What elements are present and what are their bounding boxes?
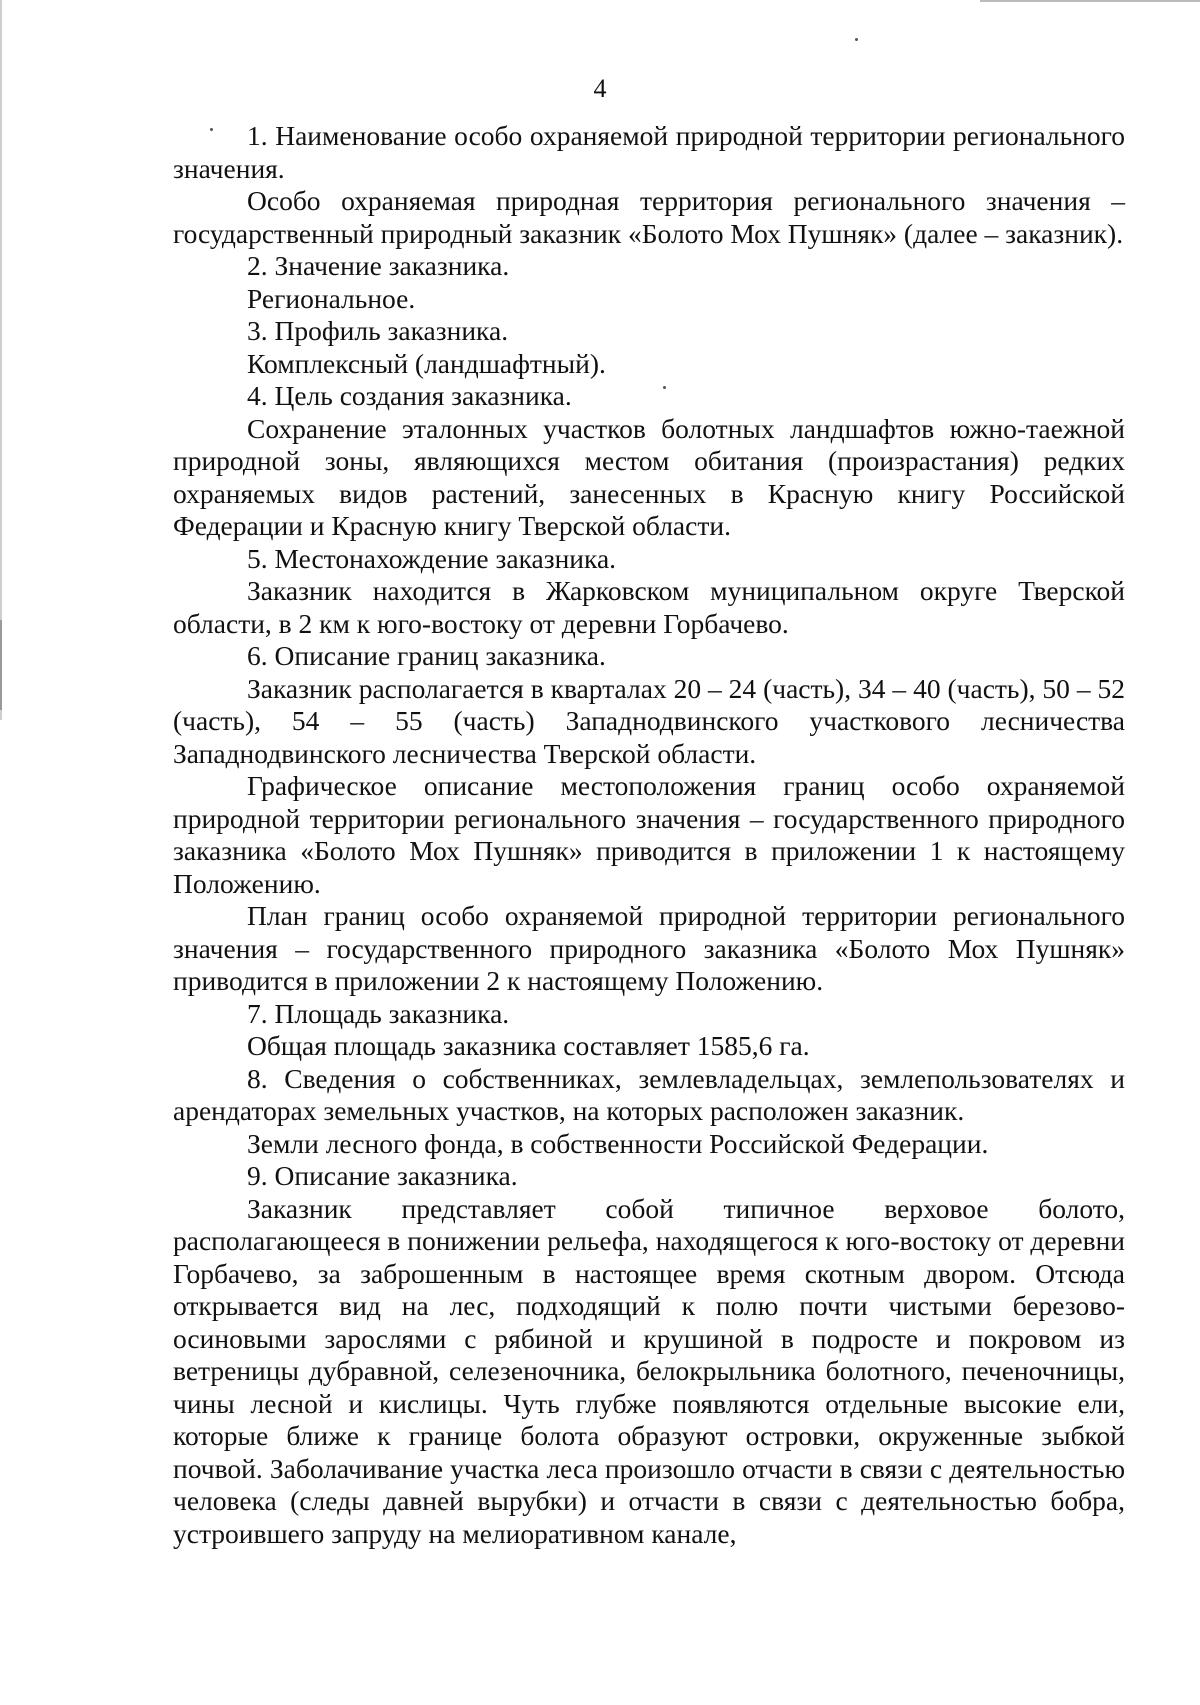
section-heading: 3. Профиль заказника. xyxy=(247,315,509,346)
section-heading: 4. Цель создания заказника. xyxy=(247,380,572,411)
paragraph: Особо охраняемая природная территория регионального значения – государственный природный заказник «Болото Мох Пушняк» (далее – заказник). xyxy=(173,185,1125,249)
paragraph: Комплексный (ландшафтный). xyxy=(247,347,606,379)
paragraph: Графическое описание местоположения границ особо охраняемой природной территории регионального значения – государственного природного заказника «Болото Мох Пушняк» приводится в приложении 1 к настоящему Положению. xyxy=(173,770,1125,899)
paragraph: Заказник располагается в кварталах 20 – 24 (часть), 34 – 40 (часть), 50 – 52 (часть), 54 – 55 (часть) Западнодвинского участкового лесничества Западнодвинского лесничества Тверской области. xyxy=(173,672,1125,769)
page-number: 4 xyxy=(593,74,607,103)
paragraph: План границ особо охраняемой природной территории регионального значения – государственного природного заказника «Болото Мох Пушняк» приводится в приложении 2 к настоящему Положению. xyxy=(173,900,1125,996)
section-heading: 5. Местонахождение заказника. xyxy=(247,542,617,574)
paragraph: Общая площадь заказника составляет 1585,6 га. xyxy=(247,1030,810,1061)
section-heading: 7. Площадь заказника. xyxy=(247,997,510,1029)
section-heading: 9. Описание заказника. xyxy=(247,1160,518,1191)
section-heading: 2. Значение заказника. xyxy=(247,250,510,281)
paragraph: Земли лесного фонда, в собственности Российской Федерации. xyxy=(247,1127,989,1159)
scan-speck xyxy=(855,38,858,41)
section-heading: 1. Наименование особо охраняемой природной территории регионального значения. xyxy=(173,120,1125,184)
scan-edge-left-mark xyxy=(0,620,2,710)
paragraph: Региональное. xyxy=(247,282,416,314)
scan-edge-top xyxy=(980,0,1200,2)
document-body xyxy=(173,120,1125,1550)
paragraph: Сохранение эталонных участков болотных ландшафтов южно-таежной природной зоны, являющихся местом обитания (произрастания) редких охраняемых видов растений, занесенных в Красную книгу Российской Федерации и Красную книгу Тверской области. xyxy=(173,412,1125,541)
paragraph: Заказник представляет собой типичное верховое болото, располагающееся в понижении рельефа, находящегося к юго-востоку от деревни Горбачево, за заброшенным в настоящее время скотным двором. Отсюда открывается вид на лес, подходящий к полю почти чистыми березово-осиновыми зарослями с рябиной и крушиной в подросте и покровом из ветреницы дубравной, селезеночника, белокрыльника болотного, печеночницы, чины лесной и кислицы. Чуть глубже появляются отдельные высокие ели, которые ближе к границе болота образуют островки, окруженные зыбкой почвой. Заболачивание участка леса произошло отчасти в связи с деятельностью человека (следы давней вырубки) и отчасти в связи с деятельностью бобра, устроившего запруду на мелиоративном канале, xyxy=(173,1192,1125,1549)
section-heading: 8. Сведения о собственниках, землевладельцах, землепользователях и арендаторах земельных участков, на которых расположен заказник. xyxy=(173,1062,1125,1126)
scan-edge-left xyxy=(0,0,2,720)
section-heading: 6. Описание границ заказника. xyxy=(247,640,606,671)
paragraph: Заказник находится в Жарковском муниципальном округе Тверской области, в 2 км к юго-востоку от деревни Горбачево. xyxy=(173,575,1125,639)
